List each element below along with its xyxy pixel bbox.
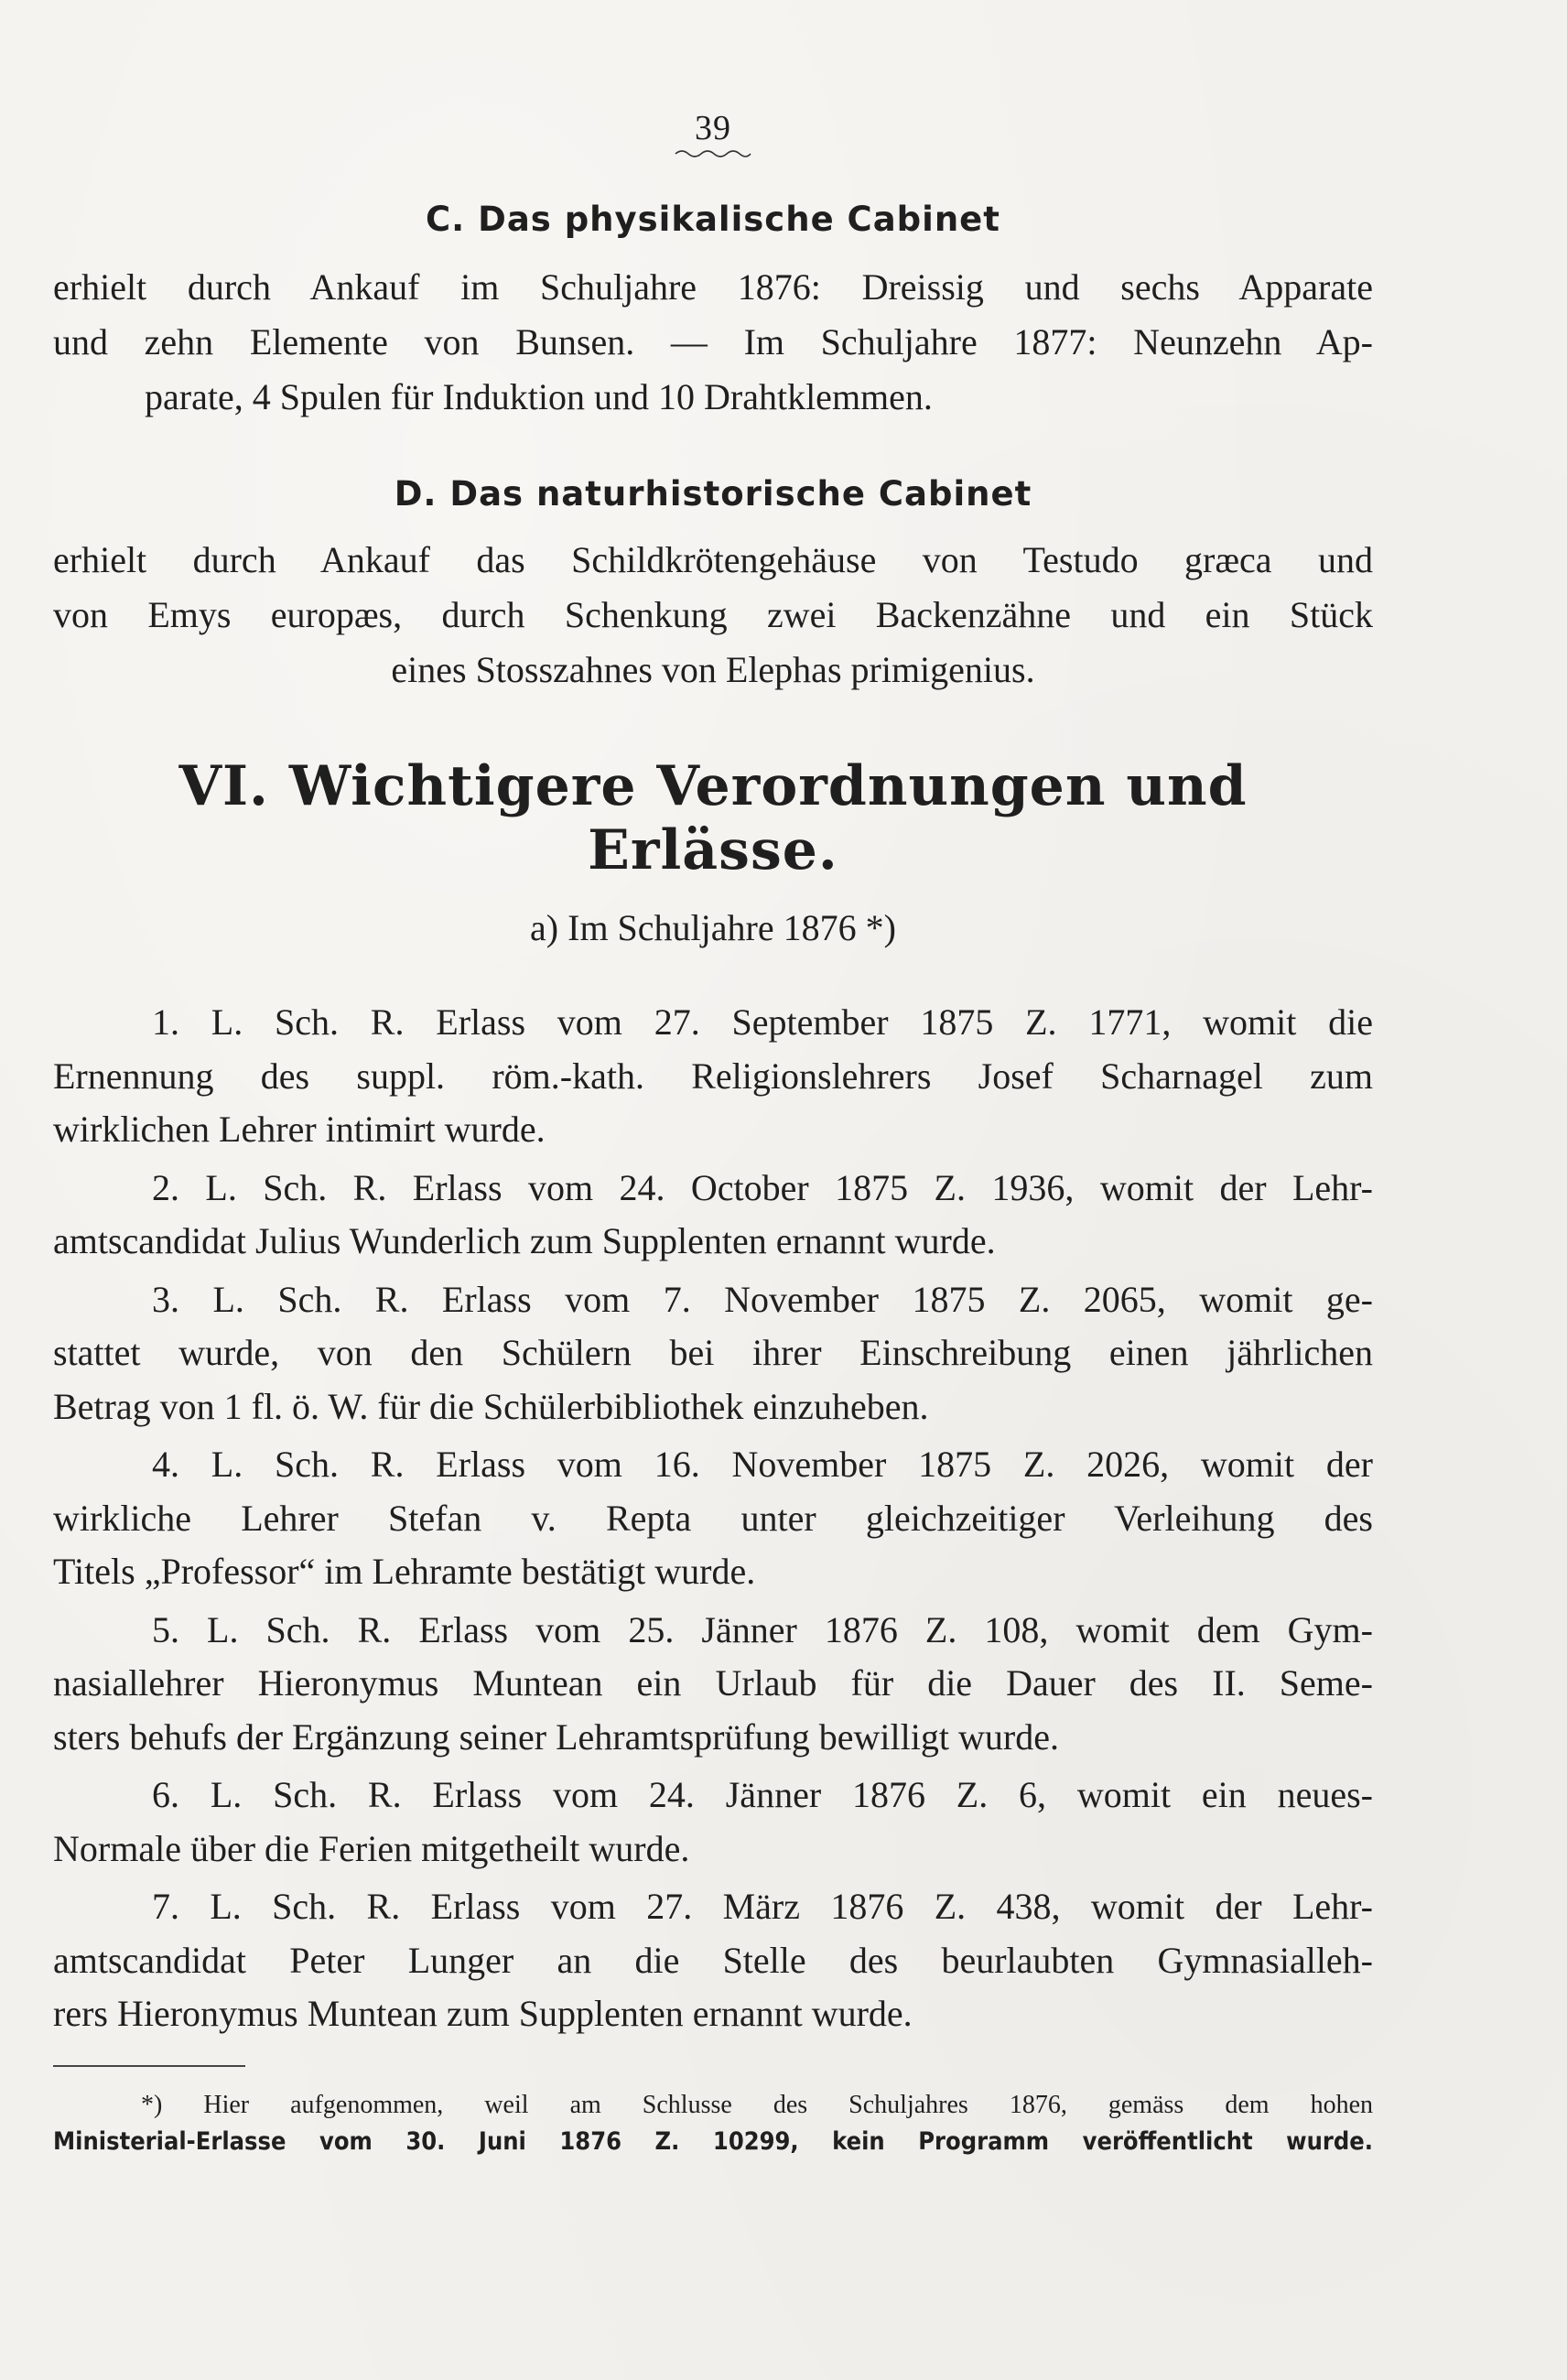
decree-entry-7 bbox=[53, 1880, 1373, 2041]
decree-entry-1 bbox=[53, 996, 1373, 1157]
entry-line: Betrag von 1 fl. ö. W. für die Schülerbibliothek einzuheben. bbox=[53, 1385, 929, 1427]
section-d-paragraph bbox=[53, 533, 1373, 698]
entry-line: Ernennung des suppl. röm.-kath. Religionslehrers Josef Scharnagel zum bbox=[53, 1055, 1373, 1097]
decree-entry-3 bbox=[53, 1273, 1373, 1434]
paragraph-line: von Emys europæs, durch Schenkung zwei Backenzähne und ein Stück bbox=[53, 594, 1373, 635]
entry-line: wirklichen Lehrer intimirt wurde. bbox=[53, 1109, 546, 1150]
section-heading-natural-history-cabinet: D. Das naturhistorische Cabinet bbox=[394, 474, 1032, 514]
footnote bbox=[53, 2087, 1373, 2160]
entry-line: amtscandidat Peter Lunger an die Stelle des beurlaubten Gymnasialleh- bbox=[53, 1939, 1373, 1981]
paragraph-line: erhielt durch Ankauf im Schuljahre 1876: Dreissig und sechs Apparate bbox=[53, 266, 1373, 308]
entry-line: Normale über die Ferien mitgetheilt wurde. bbox=[53, 1827, 690, 1869]
paragraph-line: parate, 4 Spulen für Induktion und 10 Drahtklemmen. bbox=[145, 376, 933, 417]
entry-line: 2. L. Sch. R. Erlass vom 24. October 1875 Z. 1936, womit der Lehr- bbox=[152, 1166, 1373, 1208]
footnote-line: *) Hier aufgenommen, weil am Schlusse des Schuljahres 1876, gemäss dem hohen bbox=[141, 2090, 1373, 2119]
ornament-squiggle-icon bbox=[674, 146, 752, 159]
chapter-heading: VI. Wichtigere Verordnungen und Erlässe. bbox=[178, 754, 1248, 882]
entry-line: wirkliche Lehrer Stefan v. Repta unter gleichzeitiger Verleihung des bbox=[53, 1497, 1373, 1539]
section-heading-physics-cabinet: C. Das physikalische Cabinet bbox=[426, 200, 1000, 239]
entry-line: Titels „Professor“ im Lehramte bestätigt wurde. bbox=[53, 1551, 756, 1592]
entry-line: stattet wurde, von den Schülern bei ihrer Einschreibung einen jährlichen bbox=[53, 1332, 1373, 1373]
page-content bbox=[53, 110, 1373, 2160]
footnote-line: Ministerial-Erlasse vom 30. Juni 1876 Z. 10299, kein Programm veröffentlicht wurde. bbox=[53, 2126, 1373, 2156]
decree-entry-2 bbox=[53, 1162, 1373, 1269]
entry-line: rers Hieronymus Muntean zum Supplenten ernannt wurde. bbox=[53, 1993, 913, 2034]
section-c-paragraph bbox=[53, 260, 1373, 425]
page-number: 39 bbox=[695, 109, 731, 147]
entry-line: 3. L. Sch. R. Erlass vom 7. November 1875 Z. 2065, womit ge- bbox=[152, 1278, 1373, 1320]
entry-line: 4. L. Sch. R. Erlass vom 16. November 1875 Z. 2026, womit der bbox=[152, 1444, 1373, 1485]
paragraph-line: eines Stosszahnes von Elephas primigenius. bbox=[391, 649, 1035, 690]
entry-line: nasiallehrer Hieronymus Muntean ein Urlaub für die Dauer des II. Seme- bbox=[53, 1662, 1373, 1704]
entry-line: 1. L. Sch. R. Erlass vom 27. September 1875 Z. 1771, womit die bbox=[152, 1001, 1373, 1043]
chapter-subheading: a) Im Schuljahre 1876 *) bbox=[530, 907, 896, 948]
entry-line: 6. L. Sch. R. Erlass vom 24. Jänner 1876 Z. 6, womit ein neues- bbox=[152, 1774, 1373, 1815]
paragraph-line: erhielt durch Ankauf das Schildkrötengehäuse von Testudo græca und bbox=[53, 539, 1373, 580]
decree-entry-4 bbox=[53, 1438, 1373, 1599]
entry-line: sters behufs der Ergänzung seiner Lehramtsprüfung bewilligt wurde. bbox=[53, 1715, 1059, 1758]
entry-line: amtscandidat Julius Wunderlich zum Supplenten ernannt wurde. bbox=[53, 1220, 996, 1261]
decree-entry-5 bbox=[53, 1604, 1373, 1765]
footnote-divider bbox=[53, 2065, 245, 2067]
entry-line: 7. L. Sch. R. Erlass vom 27. März 1876 Z. 438, womit der Lehr- bbox=[152, 1886, 1373, 1927]
entry-line: 5. L. Sch. R. Erlass vom 25. Jänner 1876 Z. 108, womit dem Gym- bbox=[152, 1608, 1373, 1650]
decree-entry-6 bbox=[53, 1769, 1373, 1876]
paragraph-line: und zehn Elemente von Bunsen. — Im Schuljahre 1877: Neunzehn Ap- bbox=[53, 321, 1373, 362]
